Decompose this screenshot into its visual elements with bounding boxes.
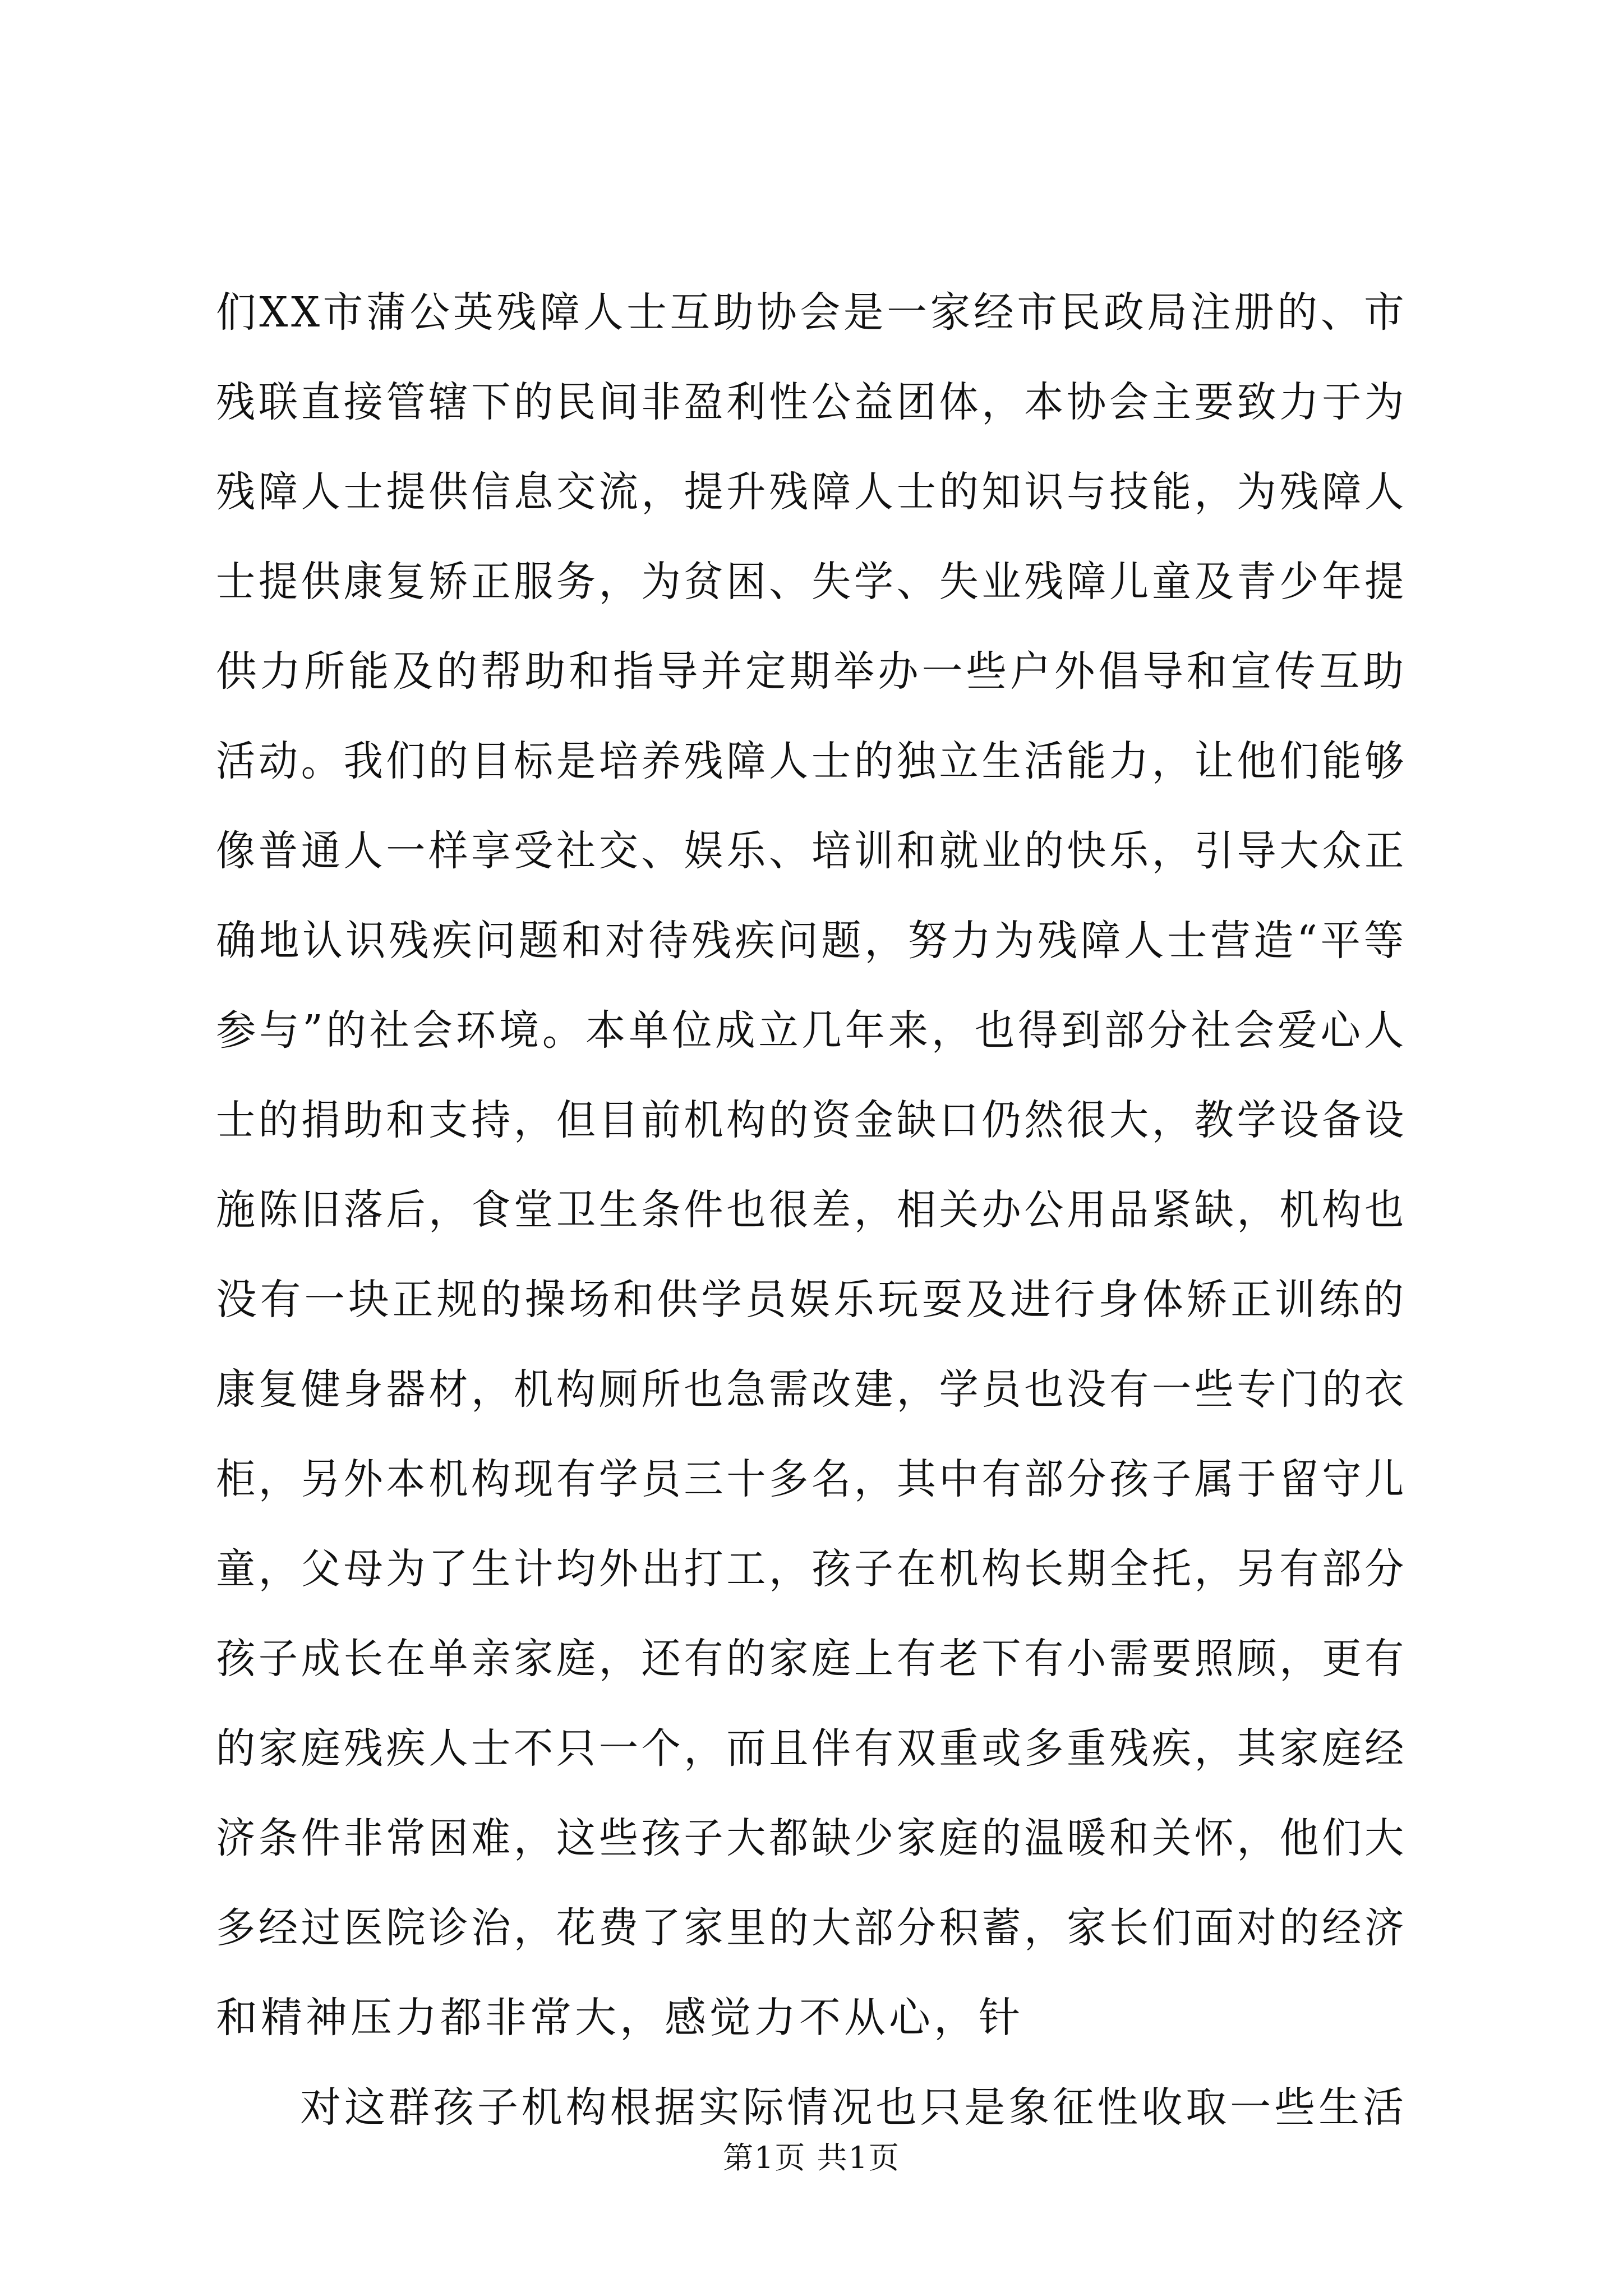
paragraph-first-line: 对这群孩子机构根据实际情况也只是象征性收取一些生活 xyxy=(300,2083,1407,2132)
text-line: 多经过医院诊治，花费了家里的大部分积蓄，家长们面对的经济 xyxy=(216,1904,1407,1952)
text-line: 施陈旧落后，食堂卫生条件也很差，相关办公用品紧缺，机构也 xyxy=(216,1186,1407,1234)
text-line: 像普通人一样享受社交、娱乐、培训和就业的快乐，引导大众正 xyxy=(216,827,1407,875)
text-line: 孩子成长在单亲家庭，还有的家庭上有老下有小需要照顾，更有 xyxy=(216,1635,1407,1683)
text-line: 确地认识残疾问题和对待残疾问题，努力为残障人士营造“平等 xyxy=(216,917,1407,965)
text-line: 没有一块正规的操场和供学员娱乐玩耍及进行身体矫正训练的 xyxy=(216,1276,1407,1324)
text-line: 供力所能及的帮助和指导并定期举办一些户外倡导和宣传互助 xyxy=(216,647,1407,696)
text-line: 济条件非常困难，这些孩子大都缺少家庭的温暖和关怀，他们大 xyxy=(216,1814,1407,1862)
text-line: 残障人士提供信息交流，提升残障人士的知识与技能，为残障人 xyxy=(216,468,1407,516)
text-line: 柜，另外本机构现有学员三十多名，其中有部分孩子属于留守儿 xyxy=(216,1455,1407,1503)
text-line: 和精神压力都非常大，感觉力不从心，针 xyxy=(216,1994,1023,2042)
text-line: 士的捐助和支持，但目前机构的资金缺口仍然很大，教学设备设 xyxy=(216,1096,1407,1144)
text-line: 们XX市蒲公英残障人士互助协会是一家经市民政局注册的、市 xyxy=(216,288,1408,337)
text-line: 参与”的社会环境。本单位成立几年来，也得到部分社会爱心人 xyxy=(216,1006,1407,1055)
page-footer: 第1页 共1页 xyxy=(723,2140,900,2175)
text-line: 残联直接管辖下的民间非盈利性公益团体，本协会主要致力于为 xyxy=(216,378,1407,426)
text-line: 士提供康复矫正服务，为贫困、失学、失业残障儿童及青少年提 xyxy=(216,558,1407,606)
text-line: 童，父母为了生计均外出打工，孩子在机构长期全托，另有部分 xyxy=(216,1545,1407,1593)
text-line: 活动。我们的目标是培养残障人士的独立生活能力，让他们能够 xyxy=(216,737,1407,785)
text-line: 的家庭残疾人士不只一个，而且伴有双重或多重残疾，其家庭经 xyxy=(216,1724,1407,1773)
text-line: 康复健身器材，机构厕所也急需改建，学员也没有一些专门的衣 xyxy=(216,1365,1407,1414)
